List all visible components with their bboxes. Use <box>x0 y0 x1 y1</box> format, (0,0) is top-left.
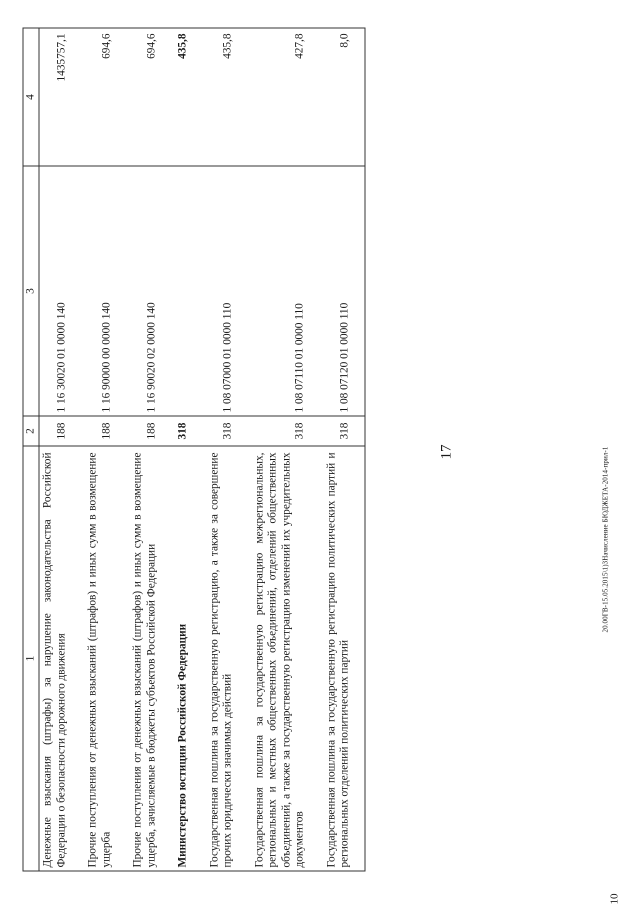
rotated-sheet <box>1 0 640 905</box>
page-number: 17 <box>438 444 455 460</box>
row-admin-code: 318 <box>247 416 319 446</box>
header-col-4: 4 <box>23 28 39 166</box>
row-amount: 435,8 <box>202 28 247 166</box>
row-admin-code: 188 <box>126 416 171 446</box>
table-row <box>39 28 81 871</box>
row-admin-code: 318 <box>202 416 247 446</box>
row-budget-code <box>171 166 203 416</box>
row-name: Государственная пошлина за государственную регистрацию политических партий и региональных отделений политических партий <box>319 446 365 871</box>
row-budget-code: 1 08 07000 01 0000 110 <box>202 166 247 416</box>
row-budget-code: 1 16 90020 02 0000 140 <box>126 166 171 416</box>
row-amount: 694,6 <box>81 28 126 166</box>
row-name: Государственная пошлина за государственную регистрацию, а также за совершение прочих юридически значимых действий <box>202 446 247 871</box>
table-header-row <box>23 28 39 871</box>
row-name: Денежные взыскания (штрафы) за нарушение законодательства Российской Федерации о безопасности дорожного движения <box>39 446 81 871</box>
row-budget-code: 1 16 90000 00 0000 140 <box>81 166 126 416</box>
header-col-3: 3 <box>23 166 39 416</box>
table-row-ministry <box>171 28 203 871</box>
budget-table <box>23 28 366 872</box>
table-row <box>81 28 126 871</box>
row-amount: 1435757,1 <box>39 28 81 166</box>
row-name: Прочие поступления от денежных взысканий (штрафов) и иных сумм в возмещение ущерба, зачисляемые в бюджеты субъектов Российской Федерации <box>126 446 171 871</box>
table-row <box>126 28 171 871</box>
table-row <box>319 28 365 871</box>
row-budget-code: 1 08 07110 01 0000 110 <box>247 166 319 416</box>
table-row <box>202 28 247 871</box>
header-col-1: 1 <box>23 446 39 871</box>
row-amount: 8,0 <box>319 28 365 166</box>
row-amount: 435,8 <box>171 28 203 166</box>
row-name: Государственная пошлина за государственную регистрацию межрегиональных, региональных и местных общественных объединений, отделений общественных объединений, а также за государственную регистрацию изменений их учредительных документов <box>247 446 319 871</box>
row-budget-code: 1 08 07120 01 0000 110 <box>319 166 365 416</box>
corner-mark: 10 <box>608 893 621 905</box>
row-name: Прочие поступления от денежных взысканий (штрафов) и иных сумм в возмещение ущерба <box>81 446 126 871</box>
row-admin-code: 318 <box>319 416 365 446</box>
row-budget-code: 1 16 30020 01 0000 140 <box>39 166 81 416</box>
row-amount: 427,8 <box>247 28 319 166</box>
header-col-2: 2 <box>23 416 39 446</box>
row-amount: 694,6 <box>126 28 171 166</box>
table-row <box>247 28 319 871</box>
row-admin-code: 188 <box>39 416 81 446</box>
row-admin-code: 318 <box>171 416 203 446</box>
ministry-name: Министерство юстиции Российской Федерации <box>171 446 203 871</box>
footer-file-note: 20.00ГВ-15.05.2015\1)ЗНачисление БЮДЖЕТА-2014-прил-1 <box>601 446 610 633</box>
row-admin-code: 188 <box>81 416 126 446</box>
